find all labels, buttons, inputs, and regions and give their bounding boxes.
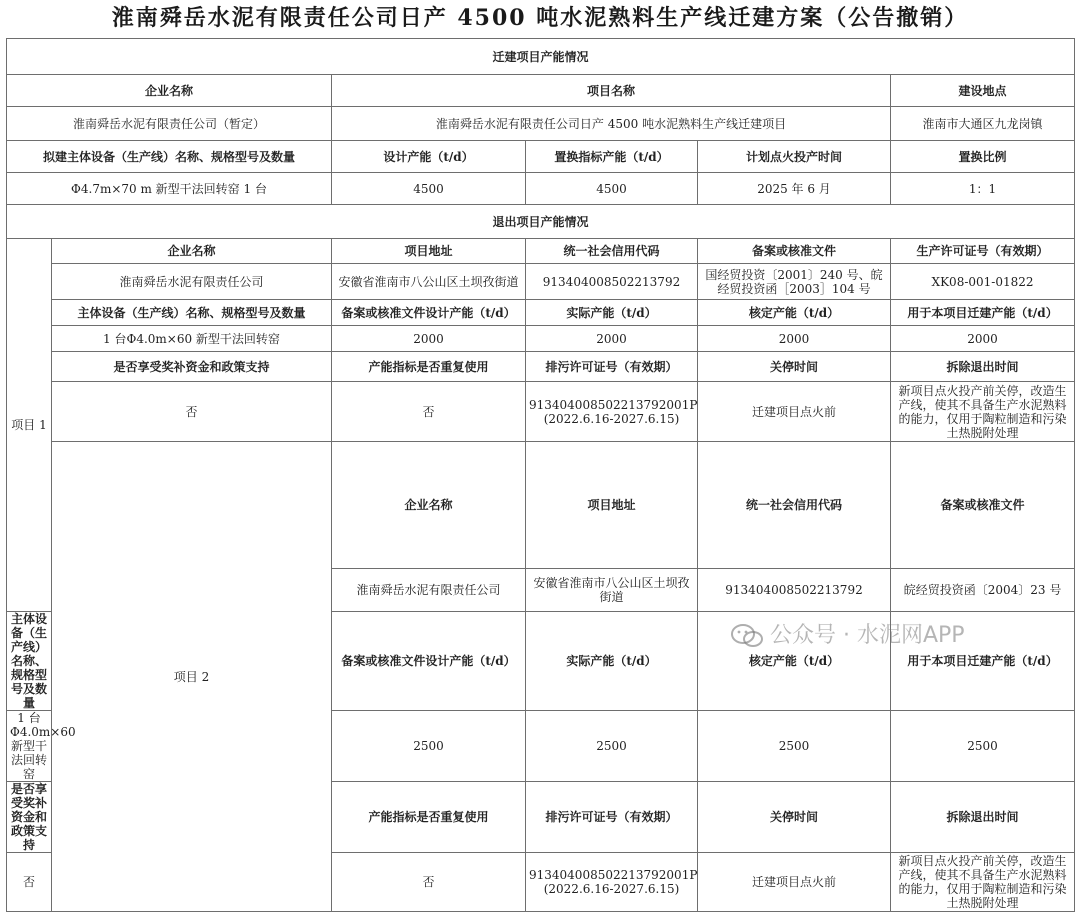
watermark-text: 公众号 · 水泥网APP: [770, 623, 965, 648]
p1-header-discharge-permit: 排污许可证号（有效期）: [526, 352, 698, 382]
p1-header-rated-capacity: 核定产能（t/d）: [698, 300, 891, 326]
p1-filed-capacity: 2000: [332, 326, 526, 352]
relocated-section-title: 迁建项目产能情况: [7, 39, 1075, 75]
p2-filed-capacity: 2500: [332, 711, 526, 782]
p1-value-row-c: [7, 382, 1075, 442]
p1-address: 安徽省淮南市八公山区土坝孜街道: [332, 264, 526, 300]
header-replacement-capacity: 置换指标产能（t/d）: [526, 141, 698, 173]
p2-header-company: 企业名称: [332, 442, 526, 569]
p1-rated-capacity: 2000: [698, 326, 891, 352]
relocated-value-row-1: [7, 107, 1075, 141]
p1-value-row-b: [7, 326, 1075, 352]
p2-demolition-time: 新项目点火投产前关停，改造生产线，使其不具备生产水泥熟料的能力，仅用于陶粒制造和污染土热脱附处理: [891, 853, 1075, 912]
header-planned-equipment: 拟建主体设备（生产线）名称、规格型号及数量: [7, 141, 332, 173]
value-replacement-capacity: 4500: [526, 173, 698, 205]
p1-shutdown-time: 迁建项目点火前: [698, 382, 891, 442]
project-2-label: 项目 2: [52, 442, 332, 912]
p2-filing-doc: 皖经贸投资函〔2004〕23 号: [891, 569, 1075, 612]
p2-credit-code: 913404008502213792: [698, 569, 891, 612]
header-project-name: 项目名称: [332, 75, 891, 107]
p1-header-demolition-time: 拆除退出时间: [891, 352, 1075, 382]
project-1-label: 项目 1: [7, 239, 52, 612]
p2-shutdown-time: 迁建项目点火前: [698, 853, 891, 912]
p1-header-filing-doc: 备案或核准文件: [698, 239, 891, 264]
p1-header-subsidy: 是否享受奖补资金和政策支持: [52, 352, 332, 382]
exit-section-row: [7, 205, 1075, 239]
p1-header-company: 企业名称: [52, 239, 332, 264]
p2-header-discharge-permit: 排污许可证号（有效期）: [526, 782, 698, 853]
p2-equipment: 1 台Φ4.0m×60 新型干法回转窑: [7, 711, 52, 782]
p2-header-equipment: 主体设备（生产线）名称、规格型号及数量: [7, 612, 52, 711]
p1-header-used-capacity: 用于本项目迁建产能（t/d）: [891, 300, 1075, 326]
p1-subsidy: 否: [52, 382, 332, 442]
p2-used-capacity: 2500: [891, 711, 1075, 782]
value-project-name: 淮南舜岳水泥有限责任公司日产 4500 吨水泥熟料生产线迁建项目: [332, 107, 891, 141]
value-planned-ignition-time: 2025 年 6 月: [698, 173, 891, 205]
p2-address: 安徽省淮南市八公山区土坝孜街道: [526, 569, 698, 612]
p1-company: 淮南舜岳水泥有限责任公司: [52, 264, 332, 300]
p1-header-address: 项目地址: [332, 239, 526, 264]
p2-header-used-capacity: 用于本项目迁建产能（t/d）: [891, 612, 1075, 711]
relocated-header-row-2: [7, 141, 1075, 173]
p1-used-capacity: 2000: [891, 326, 1075, 352]
p1-header-shutdown-time: 关停时间: [698, 352, 891, 382]
p1-header-row-c: [7, 352, 1075, 382]
header-construction-site: 建设地点: [891, 75, 1075, 107]
p2-header-demolition-time: 拆除退出时间: [891, 782, 1075, 853]
p1-actual-capacity: 2000: [526, 326, 698, 352]
p1-header-equipment: 主体设备（生产线）名称、规格型号及数量: [52, 300, 332, 326]
value-construction-site: 淮南市大通区九龙岗镇: [891, 107, 1075, 141]
p1-header-credit-code: 统一社会信用代码: [526, 239, 698, 264]
p2-company: 淮南舜岳水泥有限责任公司: [332, 569, 526, 612]
p1-header-filed-capacity: 备案或核准文件设计产能（t/d）: [332, 300, 526, 326]
p2-header-credit-code: 统一社会信用代码: [698, 442, 891, 569]
p2-subsidy: 否: [7, 853, 52, 912]
p2-header-reuse: 产能指标是否重复使用: [332, 782, 526, 853]
relocated-value-row-2: [7, 173, 1075, 205]
capacity-table: [6, 38, 1075, 912]
p1-value-row-a: [7, 264, 1075, 300]
exit-section-title: 退出项目产能情况: [7, 205, 1075, 239]
p1-equipment: 1 台Φ4.0m×60 新型干法回转窑: [52, 326, 332, 352]
p1-header-row-b: [7, 300, 1075, 326]
p1-header-license: 生产许可证号（有效期）: [891, 239, 1075, 264]
p1-header-actual-capacity: 实际产能（t/d）: [526, 300, 698, 326]
p2-reuse: 否: [332, 853, 526, 912]
relocated-header-row-1: [7, 75, 1075, 107]
p2-rated-capacity: 2500: [698, 711, 891, 782]
document-title: 淮南舜岳水泥有限责任公司日产 4500 吨水泥熟料生产线迁建方案（公告撤销）: [111, 5, 969, 31]
p1-header-row-a: [7, 239, 1075, 264]
p1-license: XK08-001-01822: [891, 264, 1075, 300]
header-company-name: 企业名称: [7, 75, 332, 107]
p1-discharge-permit: 913404008502213792001P (2022.6.16-2027.6.15): [526, 382, 698, 442]
p1-filing-doc: 国经贸投资〔2001〕240 号、皖经贸投资函［2003］104 号: [698, 264, 891, 300]
header-replacement-ratio: 置换比例: [891, 141, 1075, 173]
relocated-section-row: [7, 39, 1075, 75]
p2-header-address: 项目地址: [526, 442, 698, 569]
p2-header-filing-doc: 备案或核准文件: [891, 442, 1075, 569]
p2-discharge-permit: 913404008502213792001P (2022.6.16-2027.6.15): [526, 853, 698, 912]
value-planned-equipment: Φ4.7m×70 m 新型干法回转窑 1 台: [7, 173, 332, 205]
p1-header-reuse: 产能指标是否重复使用: [332, 352, 526, 382]
p1-reuse: 否: [332, 382, 526, 442]
p2-header-subsidy: 是否享受奖补资金和政策支持: [7, 782, 52, 853]
p2-header-shutdown-time: 关停时间: [698, 782, 891, 853]
p1-credit-code: 913404008502213792: [526, 264, 698, 300]
p2-header-row-a: [7, 442, 1075, 569]
p1-demolition-time: 新项目点火投产前关停，改造生产线，使其不具备生产水泥熟料的能力，仅用于陶粒制造和污染土热脱附处理: [891, 382, 1075, 442]
p2-actual-capacity: 2500: [526, 711, 698, 782]
value-replacement-ratio: 1：1: [891, 173, 1075, 205]
header-planned-ignition-time: 计划点火投产时间: [698, 141, 891, 173]
value-design-capacity: 4500: [332, 173, 526, 205]
p2-header-rated-capacity: 核定产能（t/d）: [698, 612, 891, 711]
header-design-capacity: 设计产能（t/d）: [332, 141, 526, 173]
value-company-name: 淮南舜岳水泥有限责任公司（暂定）: [7, 107, 332, 141]
p2-header-filed-capacity: 备案或核准文件设计产能（t/d）: [332, 612, 526, 711]
p2-header-actual-capacity: 实际产能（t/d）: [526, 612, 698, 711]
